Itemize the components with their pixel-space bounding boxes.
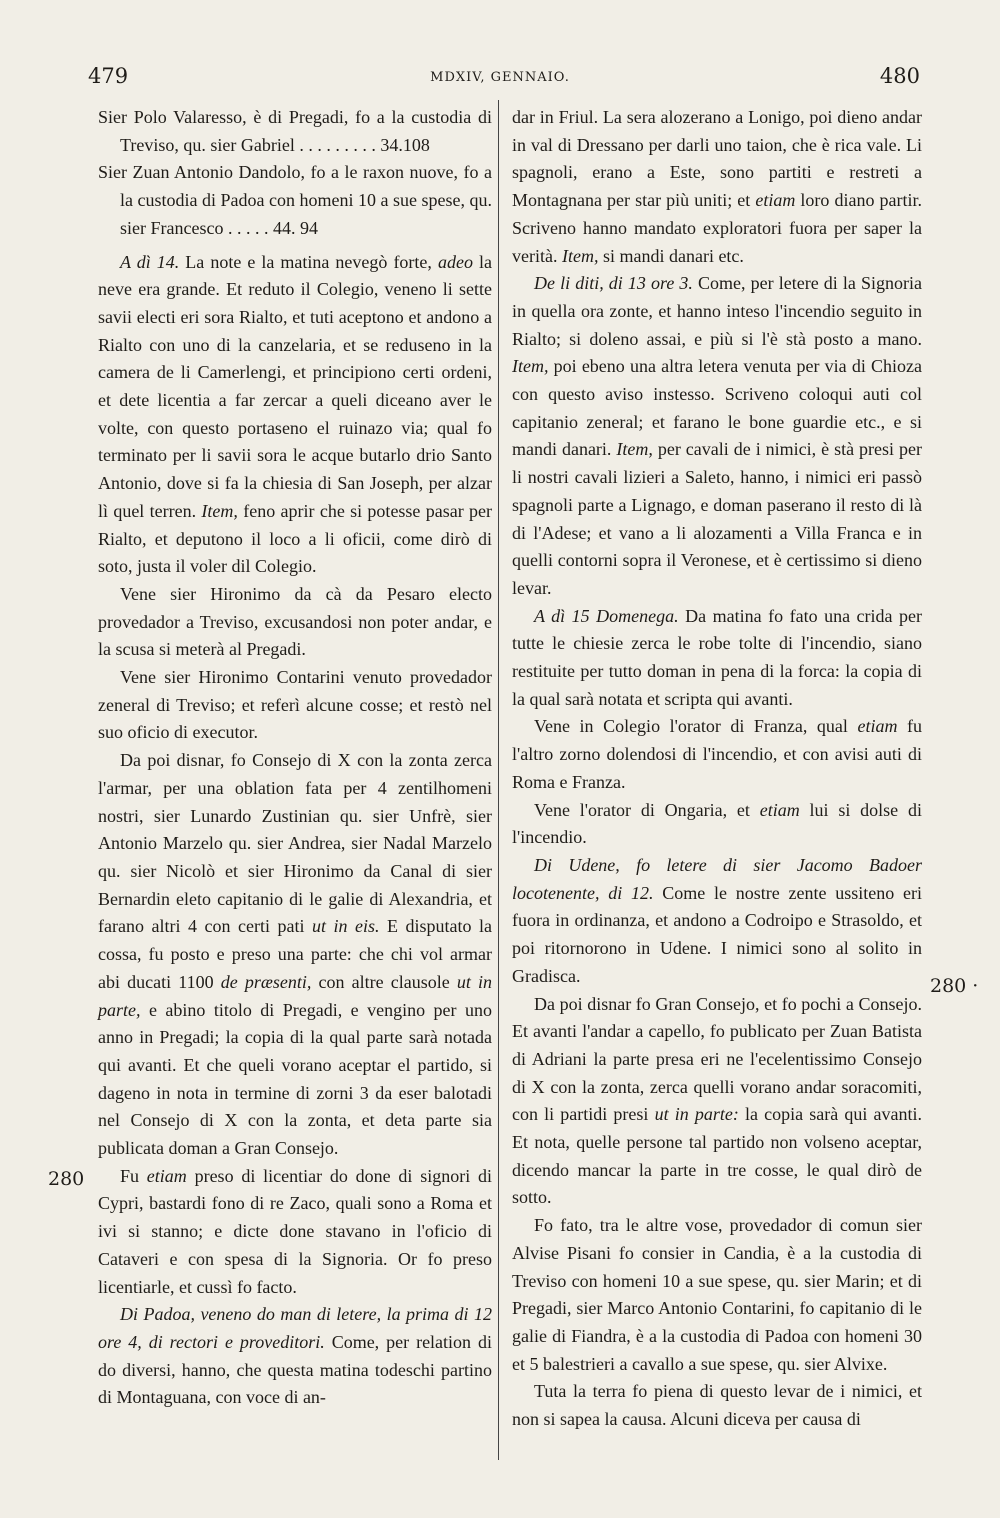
paragraph: dar in Friul. La sera alozerano a Lonigo, poi dieno andar in val di Dressano per darli uno taion, che è rica vale. Li spagnoli, erano a Este, sono partiti e restreti a Montagnana per star più uniti; et etiam loro diano partir. Scriveno hanno mandato exploratori fuora per saper la verità. Item, si mandi danari etc.	[512, 107, 922, 266]
paragraph: Di Padoa, veneno do man di letere, la prima di 12 ore 4, di rectori e proveditori. Come, per relation di do diversi, hanno, che questa matina todeschi partino di Montaguana, con voce di an-	[98, 1304, 492, 1408]
running-head: MDXIV, GENNAIO.	[430, 70, 570, 85]
paragraph: Tuta la terra fo piena di questo levar de i nimici, et non si sapea la causa. Alcuni diceva per causa di	[512, 1381, 922, 1430]
margin-note-right: 280 ·	[930, 975, 979, 997]
date-lead: A dì 14.	[120, 251, 180, 272]
paragraph: Vene sier Hironimo Contarini venuto provedador zeneral di Treviso; et referì alcune cosse; et restò nel suo oficio di executor.	[98, 667, 492, 743]
letter-lead: De li diti, di 13 ore 3.	[534, 273, 693, 294]
paragraph: Vene sier Hironimo da cà da Pesaro electo provedador a Treviso, excusandosi non poter andar, e la scusa si meterà al Pregadi.	[98, 583, 492, 660]
page-number-right: 480	[879, 64, 920, 88]
paragraph: Vene in Colegio l'orator di Franza, qual etiam fu l'altro zorno dolendosi di l'incendio, et con avisi auti di Roma e Franza.	[512, 716, 923, 792]
column-divider	[498, 100, 499, 1460]
letter-lead: Di Padoa, veneno do man di letere, la prima di 12 ore 4, di rectori e proveditori.	[98, 1304, 492, 1352]
paragraph: De li diti, di 13 ore 3. Come, per letere di la Signoria in quella ora zonte, et hanno inteso l'incendio seguito in Rialto; si doleno assai, e più si l'è stà posto a mano. Item, poi ebeno una altra letera venuta per via di Chioza con questo aviso instesso. Scriveno coloqui auti col capitanio zeneral; et farano le bone guardie etc., e si mandi danari. Item, per cavali de i nimici, è stà presi per li nostri cavali lizieri a Saleto, hanno, i nimici eri passò spagnoli parte a Lignago, e doman paserano il resto di là di l'Adese; et vano a li alozamenti a Villa Franca e in quelli contorni sopra il Veronese, et è certissimo si dieno levar.	[512, 273, 922, 598]
entry-valaresso: Sier Polo Valaresso, è di Pregadi, fo a la custodia di Treviso, qu. sier Gabriel . . . . . . . . . 34.108	[98, 107, 492, 155]
paragraph: Fu etiam preso di licentiar do done di signori di Cypri, bastardi fono di re Zaco, quali sono a Roma et ivi si stanno; e dicte done stavano in l'oficio di Cataveri e con spesa di la Signoria. Or fo preso licentiarle, et cussì fo facto.	[98, 1165, 492, 1297]
entry-dandolo: Sier Zuan Antonio Dandolo, fo a le raxon nuove, fo a la custodia di Padoa con homeni 10 a sue spese, qu. sier Francesco . . . . . 44. 94	[98, 162, 492, 238]
paragraph: Vene l'orator di Ongaria, et etiam lui si dolse di l'incendio.	[512, 799, 922, 848]
paragraph: A dì 15 Domenega. Da matina fo fato una crida per tutte le chiesie zerca le robe tolte di l'incendio, siano restituite per tutto doman in pena di la forca: la copia di la qual sarà notata et scripta qui avanti.	[512, 605, 922, 709]
paragraph: A dì 14. La note e la matina nevegò forte, adeo la neve era grande. Et reduto il Colegio, veneno li sette savii electi eri sora Rialto, et tuti aceptono et andono a Rialto con uno di la canzelaria, et se reduseno in la camera de li Camerlengi, et principiono certi ordeni, et dete licentia a far zercar a queli diceano aver le volte, con questo portaseno el ruinazo via; qual fo terminato per li savii sora le acque butarlo drio Santo Antonio, dove si fa la chiesia di San Joseph, per alzar lì quel terren. Item, feno aprir che si potesse pasar per Rialto, et deputono il loco a li oficii, come dirò di soto, justa il voler dil Colegio.	[98, 251, 493, 577]
paragraph: Da poi disnar fo Gran Consejo, et fo pochi a Consejo. Et avanti l'andar a capello, fo publicato per Zuan Batista di Adriani la parte presa eri ne l'ecelentissimo Consejo di X con la zonta, zerca quelli vorano andar soracomiti, con li partidi presi ut in parte: la copia sarà qui avanti. Et nota, quelle persone tal partido non volseno aceptar, dicendo mancar la parte in tre cosse, le qual dirò de sotto.	[512, 993, 923, 1208]
paragraph: Di Udene, fo letere di sier Jacomo Badoer locotenente, di 12. Come le nostre zente ussiteno eri fuora in ordinanza, et andono a Codroipo e Strasoldo, et poi ritornorono in Udene. I nimici sono al solito in Gradisca.	[512, 854, 922, 986]
letter-lead: Di Udene, fo letere di sier Jacomo Badoer locotenente, di 12.	[512, 854, 922, 903]
page-number-left: 479	[88, 64, 129, 88]
left-column	[98, 104, 492, 1412]
date-lead: A dì 15 Domenega.	[534, 605, 679, 626]
margin-note-left: 280	[48, 1168, 85, 1190]
paragraph: Da poi disnar, fo Consejo di X con la zonta zerca l'armar, per una oblation fata per 4 zentilhomeni nostri, sier Lunardo Zustinian qu. sier Unfrè, sier Antonio Marzelo qu. sier Andrea, sier Nadal Marzelo qu. sier Nicolò et sier Hironimo da Canal di sier Bernardin eleto capitanio di le galie di Alexandria, et farano altri 4 con certi pati ut in eis. E disputato la cossa, fu posto e preso una parte: che chi vol armar abi ducati 1100 de præsenti, con altre clausole ut in parte, e abino titolo di Pregadi, e vengino per uno anno in Pregadi; la copia di la qual parte sarà notada qui avanti. Et che queli vorano aceptar el partido, si dageno in nota in termine di zorni 3 da eser balotadi nel Consejo di X con la zonta, et deta parte sia publicata doman a Gran Consejo.	[98, 750, 492, 1159]
paragraph: Fo fato, tra le altre vose, provedador di comun sier Alvise Pisani fo consier in Candia, è a la custodia di Treviso con homeni 10 a sue spese, qu. sier Marin; et di Pregadi, sier Marco Antonio Contarini, fo capitanio di le galie di Fiandra, è a la custodia di Padoa con homeni 30 et 5 balestrieri a cavallo a sue spese, qu. sier Alvixe.	[512, 1215, 922, 1374]
right-column	[512, 104, 922, 1434]
